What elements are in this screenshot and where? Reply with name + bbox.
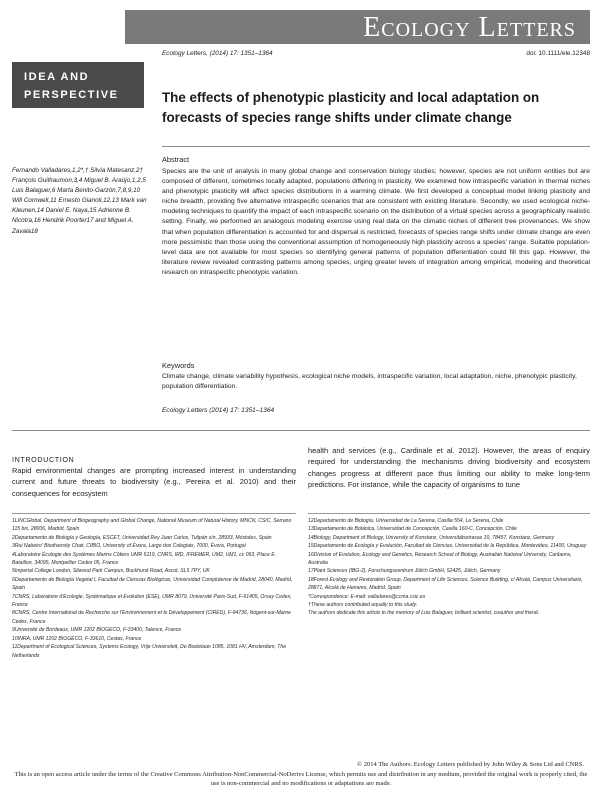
affiliation-item: 7CNRS, Laboratoire d'Ecologie, Systématique et Evolution (ESE), UMR 8079, Université Paris-Sud, F-91405, Orsay Cedex, France — [12, 593, 292, 609]
affiliation-item: 15Departamento de Ecología y Evolución, Facultad de Ciencias, Universidad de la República, Montevideo, 11400, Uruguay — [308, 543, 587, 550]
author-list: Fernando Valladares,1,2*,† Silvia Matesanz,2† François Guilhaumon,3,4 Miguel B. Araújo,1,2,5 Luis Balaguer,6 Marta Benito-Garzón,7,8,9,10 Will Cornwell,11 Ernesto Gianoli,12,13 Mark van Kleunen,14 Daniel E. Naya,15 Adrienne B. Nicotra,16 Hendrik Poorter17 and Miguel A. Zavala18 — [12, 167, 147, 235]
affiliation-divider-left — [12, 513, 296, 514]
body-divider — [12, 430, 590, 431]
affiliation-item: 13Departamento de Botánica, Universidad de Concepción, Casilla 160-C, Concepción, Chile — [308, 526, 517, 533]
affiliation-item: 3Rui Nabeiro' Biodiversity Chair, CIBIO, University of Évora, Largo dos Colegiais, 7000, Évora, Portugal — [12, 543, 246, 550]
paper-title: The effects of phenotypic plasticity and local adaptation on forecasts of species range shifts under climate change — [162, 90, 540, 125]
affiliation-item: 14Biology, Department of Biology, University of Konstanz, Universitätsstrasse 10, 78457, Konstanz, Germany — [308, 534, 555, 541]
affiliation-item: 8CNRS, Centre International de Recherche sur l'Environnement et le Développement (CIRED), F-94736, Nogent-sur-Marne Cedex, France — [12, 610, 291, 625]
abstract-section — [162, 155, 590, 278]
affiliation-item: 18Forest Ecology and Restoration Group, Department of Life Sciences, Science Building, c/ Alcalá, Campus Universitario, 28871, Alcalá de Henares, Madrid, Spain — [308, 576, 583, 592]
copyright-line: © 2014 The Authors. Ecology Letters published by John Wiley & Sons Ltd and CNRS. — [357, 761, 584, 768]
affiliation-item: 10INRA, UMR 1202 BIOGECO, F-33610, Cestas, France — [12, 635, 142, 642]
keywords-section — [162, 361, 590, 392]
affiliations-right — [308, 517, 590, 618]
keywords-heading: Keywords — [162, 361, 195, 370]
affiliation-item: 4Laboratoire Écologie des Systèmes Marins Côtiers UMR 5119, CNRS, IRD, IFREMER, UM2, UM1, cc 093, Place E. Bataillon, 34095, Montpellier Cedex 05, France — [12, 551, 277, 567]
affiliation-item: 6Departamento de Biología Vegetal I, Facultad de Ciencias Biológicas, Universidad Complutense de Madrid, 28040, Madrid, Spain — [12, 576, 293, 592]
equal-contribution-note: †These authors contributed equally to this study. — [308, 602, 418, 609]
affiliation-item: 12Departamento de Biología, Universidad de La Serena, Casilla 554, La Serena, Chile — [308, 518, 504, 524]
article-citation-text: Ecology Letters (2014) 17: 1351–1364 — [162, 407, 275, 414]
introduction-heading: INTRODUCTION — [12, 455, 75, 464]
dedication-note: The authors dedicate this article to the memory of Luis Balaguer, brilliant scientist, coauthor and friend. — [308, 610, 540, 617]
affiliation-divider-right — [308, 513, 590, 514]
affiliation-item: 1LINCGlobal, Department of Biogeography and Global Change, National Museum of Natural History, MNCN, CSIC, Serrano 115 bis, 28006, Madrid, Spain — [12, 518, 292, 533]
title-divider — [162, 146, 590, 147]
affiliation-item: 17Plant Sciences (IBG-2), Forschungszentrum Jülich GmbH, 52425, Jülich, Germany — [308, 568, 501, 575]
affiliation-item: 5Imperial College London, Silwood Park Campus, Buckhurst Road, Ascot, SL5 7PY, UK — [12, 568, 210, 575]
journal-citation: Ecology Letters, (2014) 17: 1351–1364 — [162, 50, 273, 57]
affiliations-left — [12, 517, 296, 660]
article-category: IDEA AND PERSPECTIVE — [24, 71, 119, 101]
affiliation-item: 2Departamento de Biología y Geología, ESCET, Universidad Rey Juan Carlos, Tulipán s/n, 28933, Móstoles, Spain — [12, 534, 272, 541]
correspondence-email[interactable]: *Correspondence: E-mail: valladares@ccma.csic.es — [308, 593, 426, 600]
page-footer — [12, 760, 590, 789]
doi-link[interactable]: doi: 10.1111/ele.12348 — [526, 50, 590, 57]
affiliation-item: 9Université de Bordeaux, UMR 1202 BIOGECO, F-33400, Talence, France — [12, 627, 182, 634]
article-category-box — [12, 62, 144, 108]
article-citation — [162, 407, 274, 414]
introduction-text-left: Rapid environmental changes are prompting increased interest in understanding current and future threats to biodiversity (e.g., Pereira et al. 2010) and their consequences for ecosystem — [12, 466, 296, 498]
affiliation-item: 11Department of Ecological Sciences, Systems Ecology, Vrije Universiteit, De Boelelaan 1085, 1081 HV, Amsterdam, The Netherlands — [12, 644, 287, 659]
license-text: This is an open access article under the terms of the Creative Commons Attribution-NonCommercial-NoDerivs License, which permits use and distribution in any medium, provided the original work is properly cited, the use is non-commercial and no modifications or adaptations are made. — [14, 770, 588, 788]
abstract-heading: Abstract — [162, 155, 190, 164]
journal-header-banner — [125, 10, 590, 44]
journal-name: Ecology Letters — [363, 12, 576, 43]
keywords-text: Climate change, climate variability hypothesis, ecological niche models, intraspecific variation, local adaptation, niche, phenotypic plasticity, population differentiation. — [162, 373, 577, 391]
introduction-text-right: health and services (e.g., Cardinale et al. 2012). However, the areas of enquiry required for understanding the mechanisms driving biodiversity and ecosystem changes progress at different pace thus limiting our ability to make long-term predictions. For instance, while the capacity of organisms to tune — [308, 446, 590, 489]
affiliation-item: 16Division of Evolution, Ecology and Genetics, Research School of Biology, Australian National University, Canberra, Australia — [308, 551, 572, 567]
abstract-text: Species are the unit of analysis in many global change and conservation biology studies; however, species are not uniform entities but are composed of different, sometimes locally adapted, populations differing in plasticity. We examined how intraspecific variation in thermal niches and phenotypic plasticity will affect species distributions in a warming climate. We first developed a conceptual model linking plasticity and niche breadth, providing five alternative intraspecific scenarios that are consistent with existing literature. Secondly, we used ecological niche-modeling techniques to quantify the impact of each intraspecific scenario on the distribution of a virtual species across a geographically realistic setting. Finally, we performed an analogous modeling exercise using real data on the climatic niches of different tree provenances. We show that when population differentiation is accounted for and dispersal is restricted, forecasts of species range shifts under climate change are even more pessimistic than those using the conventional assumption of homogeneously high plasticity across a species' range. Suitable population-level data are not available for most species so identifying general patterns of population differentiation could fill this gap. However, the literature review revealed contrasting patterns among species, urging greater levels of integration among empirical, modeling and theoretical research on intraspecific phenotypic variation. — [162, 168, 590, 276]
